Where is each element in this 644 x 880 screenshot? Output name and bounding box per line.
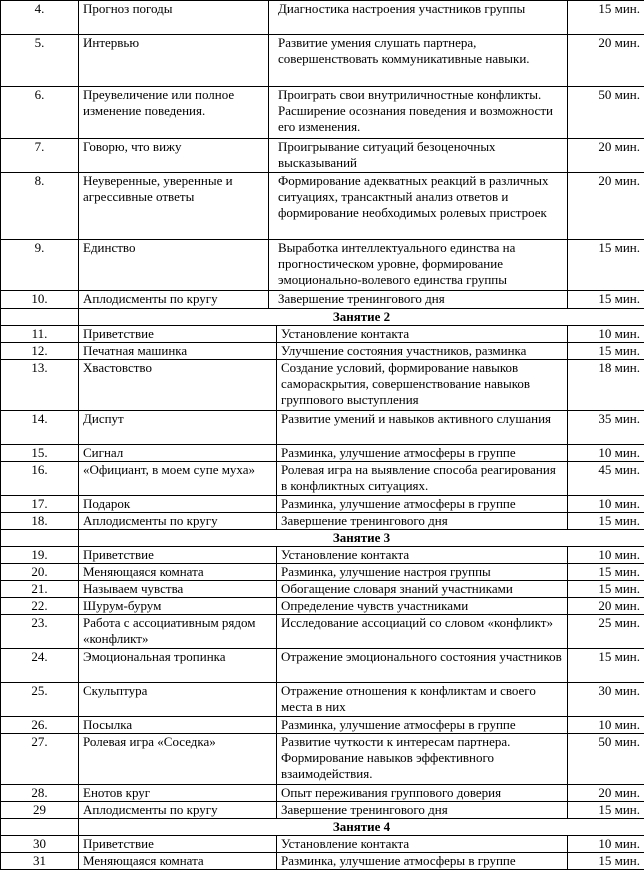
exercise-name: Интервью — [79, 35, 269, 87]
exercise-duration: 30 мин. — [568, 683, 644, 717]
exercise-name: Меняющаяся комната — [79, 564, 277, 581]
exercise-purpose: Определение чувств участниками — [277, 598, 568, 615]
row-number: 8. — [1, 173, 79, 240]
exercise-purpose: Развитие умения слушать партнера, совершенствовать коммуникативные навыки. — [269, 35, 568, 87]
session-header-row — [1, 819, 644, 836]
exercise-name: Диспут — [79, 411, 277, 445]
exercise-name: «Официант, в моем супе муха» — [79, 462, 277, 496]
exercise-duration: 15 мин. — [568, 1, 644, 35]
table-row — [1, 462, 644, 496]
row-number: 29 — [1, 802, 79, 819]
exercise-duration: 10 мин. — [568, 547, 644, 564]
table-row — [1, 734, 644, 785]
exercise-duration: 15 мин. — [568, 649, 644, 683]
exercise-name: Енотов круг — [79, 785, 277, 802]
exercise-name: Приветствие — [79, 547, 277, 564]
table-row — [1, 836, 644, 853]
table-row — [1, 598, 644, 615]
exercise-duration: 10 мин. — [568, 496, 644, 513]
row-number: 28. — [1, 785, 79, 802]
exercise-purpose: Отражение отношения к конфликтам и своего места в них — [277, 683, 568, 717]
session-header-row — [1, 530, 644, 547]
row-number: 26. — [1, 717, 79, 734]
exercise-purpose: Развитие умений и навыков активного слушания — [277, 411, 568, 445]
exercise-purpose: Развитие чуткости к интересам партнера. Формирование навыков эффективного взаимодействия. — [277, 734, 568, 785]
table-row — [1, 547, 644, 564]
table-row — [1, 564, 644, 581]
exercise-duration: 25 мин. — [568, 615, 644, 649]
exercise-name: Скульптура — [79, 683, 277, 717]
table-row — [1, 173, 644, 240]
row-number: 18. — [1, 513, 79, 530]
exercise-name: Посылка — [79, 717, 277, 734]
row-number: 17. — [1, 496, 79, 513]
exercise-purpose: Диагностика настроения участников группы — [269, 1, 568, 35]
exercise-duration: 15 мин. — [568, 291, 644, 309]
exercise-name: Ролевая игра «Соседка» — [79, 734, 277, 785]
exercise-duration: 45 мин. — [568, 462, 644, 496]
exercise-purpose: Опыт переживания группового доверия — [277, 785, 568, 802]
row-number: 5. — [1, 35, 79, 87]
exercise-name: Приветствие — [79, 836, 277, 853]
row-number: 19. — [1, 547, 79, 564]
exercise-purpose: Формирование адекватных реакций в различных ситуациях, трансактный анализ ответов и формирование необходимых ролевых пристроек — [269, 173, 568, 240]
exercise-duration: 15 мин. — [568, 853, 644, 870]
exercise-purpose: Завершение тренингового дня — [277, 802, 568, 819]
row-number: 13. — [1, 360, 79, 411]
session-title: Занятие 4 — [79, 819, 644, 836]
exercise-purpose: Установление контакта — [277, 836, 568, 853]
exercise-duration: 20 мин. — [568, 139, 644, 173]
row-number: 10. — [1, 291, 79, 309]
table-row — [1, 1, 644, 35]
exercise-duration: 20 мин. — [568, 598, 644, 615]
row-number: 23. — [1, 615, 79, 649]
exercise-name: Аплодисменты по кругу — [79, 291, 269, 309]
table-row — [1, 360, 644, 411]
table-row — [1, 513, 644, 530]
exercise-purpose: Исследование ассоциаций со словом «конфликт» — [277, 615, 568, 649]
exercise-name: Шурум-бурум — [79, 598, 277, 615]
table-row — [1, 343, 644, 360]
table-row — [1, 581, 644, 598]
session-header-blank — [1, 530, 79, 547]
exercise-duration: 10 мин. — [568, 836, 644, 853]
exercise-name: Работа с ассоциативным рядом «конфликт» — [79, 615, 277, 649]
exercise-name: Приветствие — [79, 326, 277, 343]
exercise-duration: 15 мин. — [568, 240, 644, 291]
exercise-name: Преувеличение или полное изменение поведения. — [79, 87, 269, 139]
exercise-duration: 15 мин. — [568, 513, 644, 530]
exercise-purpose: Установление контакта — [277, 547, 568, 564]
row-number: 20. — [1, 564, 79, 581]
table-row — [1, 683, 644, 717]
exercise-purpose: Разминка, улучшение настроя группы — [277, 564, 568, 581]
exercise-purpose: Завершение тренингового дня — [269, 291, 568, 309]
exercise-duration: 10 мин. — [568, 445, 644, 462]
table-row — [1, 649, 644, 683]
exercise-duration: 10 мин. — [568, 717, 644, 734]
table-row — [1, 35, 644, 87]
exercise-duration: 18 мин. — [568, 360, 644, 411]
session-header-row — [1, 309, 644, 326]
exercise-duration: 15 мин. — [568, 343, 644, 360]
row-number: 16. — [1, 462, 79, 496]
exercise-name: Прогноз погоды — [79, 1, 269, 35]
exercise-purpose: Ролевая игра на выявление способа реагирования в конфликтных ситуациях. — [277, 462, 568, 496]
table-row — [1, 853, 644, 870]
table-row — [1, 291, 644, 309]
exercise-name: Неуверенные, уверенные и агрессивные ответы — [79, 173, 269, 240]
row-number: 9. — [1, 240, 79, 291]
exercise-duration: 10 мин. — [568, 326, 644, 343]
row-number: 21. — [1, 581, 79, 598]
row-number: 4. — [1, 1, 79, 35]
row-number: 7. — [1, 139, 79, 173]
exercise-duration: 15 мин. — [568, 802, 644, 819]
exercise-name: Эмоциональная тропинка — [79, 649, 277, 683]
session-title: Занятие 2 — [79, 309, 644, 326]
exercise-purpose: Выработка интеллектуального единства на прогностическом уровне, формирование эмоционально-волевого единства группы — [269, 240, 568, 291]
exercise-duration: 20 мин. — [568, 785, 644, 802]
exercise-duration: 20 мин. — [568, 35, 644, 87]
exercise-purpose: Проиграть свои внутриличностные конфликты. Расширение осознания поведения и возможности его изменения. — [269, 87, 568, 139]
row-number: 14. — [1, 411, 79, 445]
row-number: 15. — [1, 445, 79, 462]
row-number: 31 — [1, 853, 79, 870]
exercise-duration: 15 мин. — [568, 564, 644, 581]
row-number: 12. — [1, 343, 79, 360]
row-number: 22. — [1, 598, 79, 615]
exercise-name: Хвастовство — [79, 360, 277, 411]
table-row — [1, 496, 644, 513]
exercise-purpose: Разминка, улучшение атмосферы в группе — [277, 717, 568, 734]
exercise-name: Печатная машинка — [79, 343, 277, 360]
row-number: 27. — [1, 734, 79, 785]
exercise-purpose: Разминка, улучшение атмосферы в группе — [277, 445, 568, 462]
exercise-name: Называем чувства — [79, 581, 277, 598]
exercise-purpose: Разминка, улучшение атмосферы в группе — [277, 496, 568, 513]
table-row — [1, 411, 644, 445]
session-header-blank — [1, 819, 79, 836]
exercise-name: Аплодисменты по кругу — [79, 802, 277, 819]
session-header-blank — [1, 309, 79, 326]
table-row — [1, 717, 644, 734]
exercise-name: Единство — [79, 240, 269, 291]
table-row — [1, 139, 644, 173]
exercise-name: Аплодисменты по кругу — [79, 513, 277, 530]
session-title: Занятие 3 — [79, 530, 644, 547]
exercise-purpose: Завершение тренингового дня — [277, 513, 568, 530]
row-number: 25. — [1, 683, 79, 717]
exercise-name: Говорю, что вижу — [79, 139, 269, 173]
exercise-name: Подарок — [79, 496, 277, 513]
table-row — [1, 802, 644, 819]
table-row — [1, 326, 644, 343]
table-row — [1, 785, 644, 802]
table-row — [1, 615, 644, 649]
exercise-name: Меняющаяся комната — [79, 853, 277, 870]
row-number: 24. — [1, 649, 79, 683]
exercise-duration: 20 мин. — [568, 173, 644, 240]
exercise-purpose: Отражение эмоционального состояния участников — [277, 649, 568, 683]
exercise-purpose: Установление контакта — [277, 326, 568, 343]
exercise-purpose: Создание условий, формирование навыков самораскрытия, совершенствование навыков группового выступления — [277, 360, 568, 411]
row-number: 30 — [1, 836, 79, 853]
exercise-duration: 15 мин. — [568, 581, 644, 598]
exercise-duration: 50 мин. — [568, 87, 644, 139]
exercise-duration: 35 мин. — [568, 411, 644, 445]
row-number: 11. — [1, 326, 79, 343]
exercise-purpose: Обогащение словаря знаний участниками — [277, 581, 568, 598]
table-row — [1, 87, 644, 139]
exercise-purpose: Улучшение состояния участников, разминка — [277, 343, 568, 360]
exercise-purpose: Проигрывание ситуаций безоценочных высказываний — [269, 139, 568, 173]
row-number: 6. — [1, 87, 79, 139]
table-row — [1, 445, 644, 462]
exercise-duration: 50 мин. — [568, 734, 644, 785]
exercise-name: Сигнал — [79, 445, 277, 462]
table-row — [1, 240, 644, 291]
exercise-purpose: Разминка, улучшение атмосферы в группе — [277, 853, 568, 870]
